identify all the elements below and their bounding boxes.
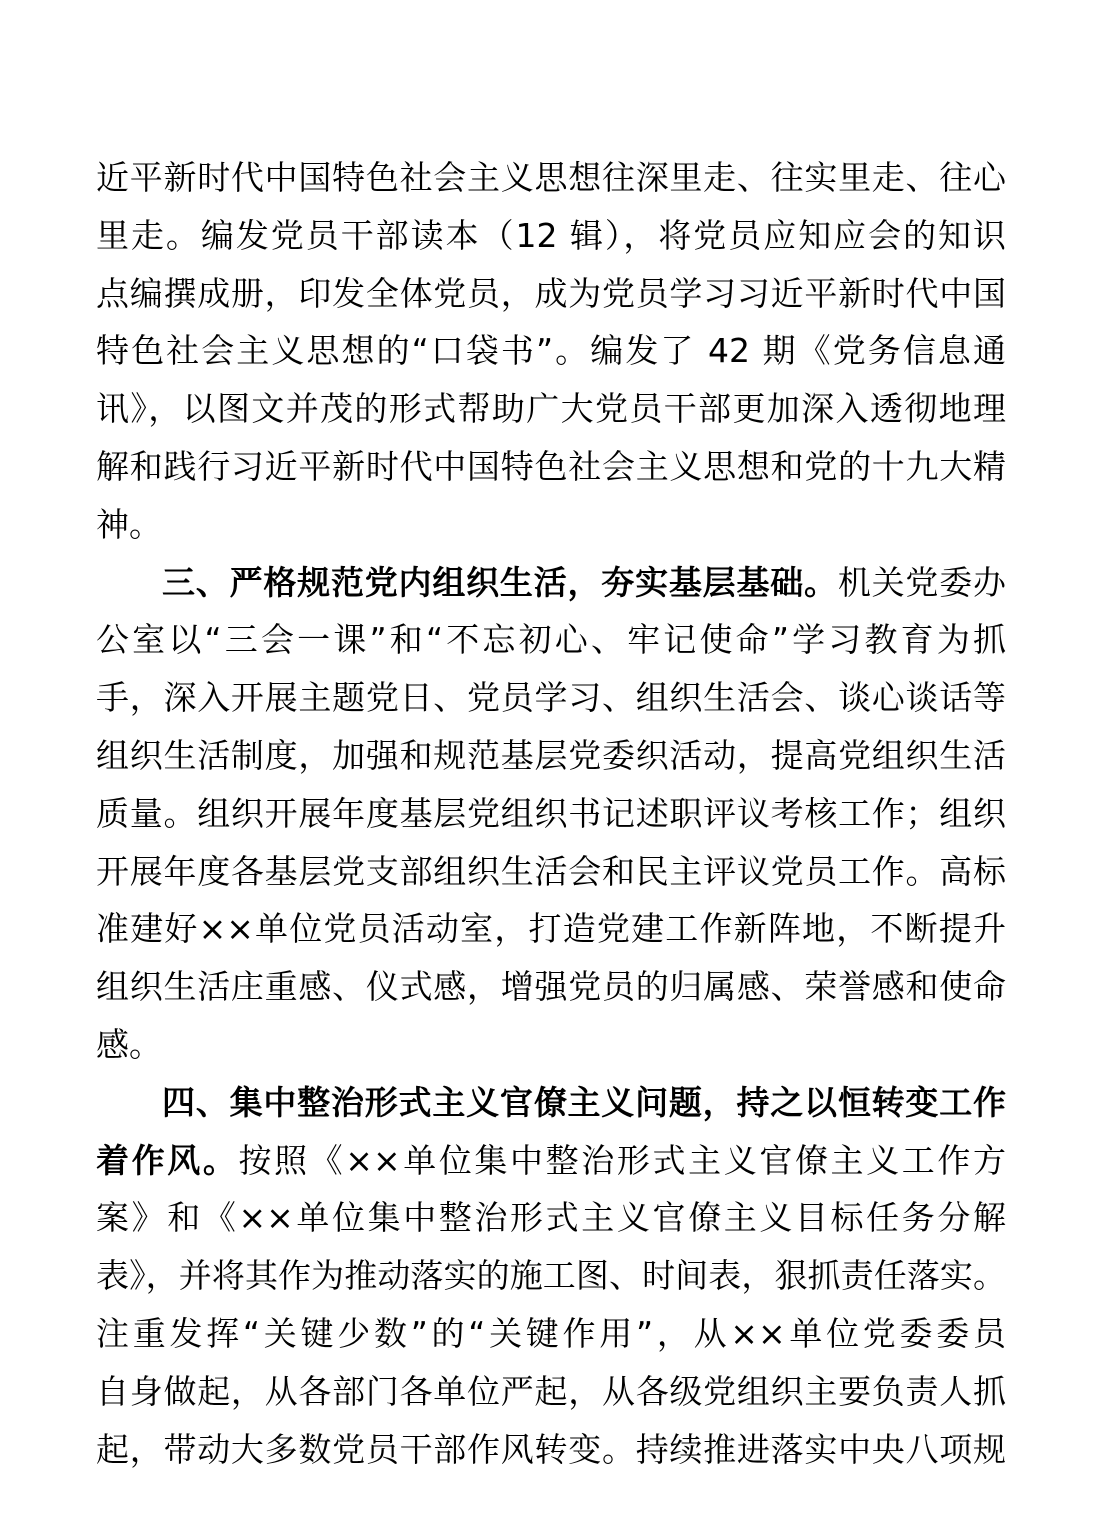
text-line [96, 727, 1006, 785]
body-text-run: 手，深入开展主题党日、党员学习、组织生活会、谈心谈话等 [96, 678, 1006, 718]
body-text-run: 点编撰成册，印发全体党员，成为党员学习习近平新时代中国 [96, 273, 1006, 313]
body-text-run: 组织生活制度，加强和规范基层党委织活动，提高党组织生活 [96, 735, 1006, 775]
body-text-run: 公室以“三会一课”和“不忘初心、牢记使命”学习教育为抓 [96, 620, 1006, 660]
text-line [96, 900, 1006, 958]
text-line [96, 958, 1006, 1016]
text-line [96, 1074, 1006, 1132]
text-line [96, 1016, 1006, 1074]
body-text-run: 神。 [96, 504, 162, 544]
text-line [96, 496, 1006, 554]
text-line [96, 1421, 1006, 1479]
body-text-run: 机关党委办 [837, 562, 1007, 602]
body-text-run: 按照《××单位集中整治形式主义官僚主义工作方 [238, 1140, 1006, 1180]
bold-heading-text: 四、集中整治形式主义官僚主义问题，持之以恒转变工作 [162, 1082, 1006, 1122]
body-text-run: 案》和《××单位集中整治形式主义官僚主义目标任务分解 [96, 1198, 1006, 1238]
body-text-run: 特色社会主义思想的“口袋书”。编发了 42 期《党务信息通 [96, 331, 1006, 371]
body-text-run: 开展年度各基层党支部组织生活会和民主评议党员工作。高标 [96, 851, 1006, 891]
body-text-run: 感。 [96, 1024, 162, 1064]
text-line [96, 265, 1006, 323]
body-text-run: 解和践行习近平新时代中国特色社会主义思想和党的十九大精 [96, 446, 1006, 486]
text-line [96, 843, 1006, 901]
text-line [96, 554, 1006, 612]
text-line [96, 207, 1006, 265]
body-text-run: 表》，并将其作为推动落实的施工图、时间表，狠抓责任落实。 [96, 1256, 1006, 1296]
body-text-run: 近平新时代中国特色社会主义思想往深里走、往实里走、往心 [96, 158, 1006, 197]
text-line [96, 1132, 1006, 1190]
text-line [96, 1189, 1006, 1247]
bold-heading-text: 三、严格规范党内组织生活，夯实基层基础。 [162, 562, 838, 602]
text-line [96, 611, 1006, 669]
body-text-run: 质量。组织开展年度基层党组织书记述职评议考核工作；组织 [96, 793, 1006, 833]
text-line [96, 785, 1006, 843]
bold-heading-text: 着作风。 [96, 1140, 239, 1180]
text-line [96, 1305, 1006, 1363]
body-text-run: 准建好××单位党员活动室，打造党建工作新阵地，不断提升 [96, 909, 1006, 949]
body-text-run: 组织生活庄重感、仪式感，增强党员的归属感、荣誉感和使命 [96, 967, 1006, 1007]
body-text-run: 起，带动大多数党员干部作风转变。持续推进落实中央八项规 [96, 1429, 1006, 1469]
body-text-run: 讯》，以图文并茂的形式帮助广大党员干部更加深入透彻地理 [96, 389, 1006, 429]
text-line [96, 1247, 1006, 1305]
body-text-run: 注重发挥“关键少数”的“关键作用”，从××单位党委委员 [96, 1313, 1006, 1353]
text-line [96, 1363, 1006, 1421]
text-line [96, 669, 1006, 727]
body-text [96, 149, 1006, 1478]
text-line [96, 438, 1006, 496]
text-line [96, 322, 1006, 380]
text-line [96, 149, 1006, 207]
text-line [96, 380, 1006, 438]
body-text-run: 里走。编发党员干部读本（12 辑），将党员应知应会的知识 [96, 215, 1006, 255]
body-text-run: 自身做起，从各部门各单位严起，从各级党组织主要负责人抓 [96, 1371, 1006, 1411]
